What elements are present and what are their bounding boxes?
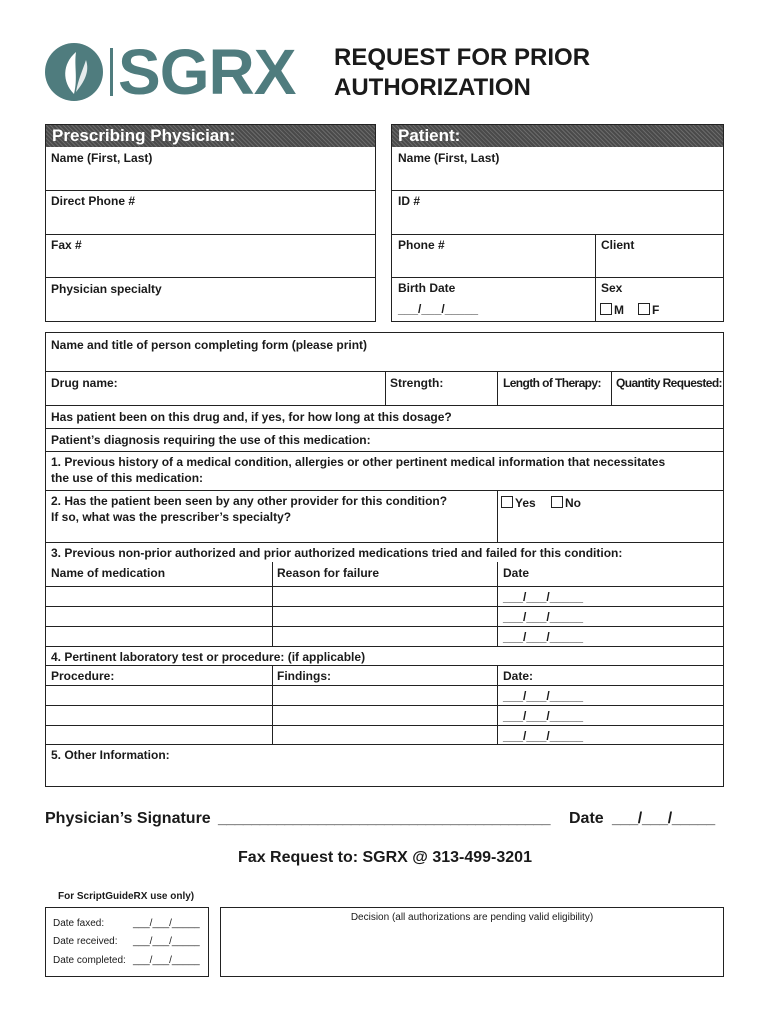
form-title-line2: AUTHORIZATION: [334, 74, 531, 101]
checkbox-icon: [551, 496, 563, 508]
prescriber-phone-field[interactable]: Direct Phone #: [51, 194, 136, 208]
lab-date-field[interactable]: ___/___/_____: [503, 689, 584, 703]
prescriber-specialty-field[interactable]: Physician specialty: [51, 282, 162, 296]
drug-duration-question[interactable]: Has patient been on this drug and, if yes, for how long at this dosage?: [51, 410, 452, 424]
diagnosis-question[interactable]: Patient’s diagnosis requiring the use of this medication:: [51, 433, 371, 447]
prescriber-name-field[interactable]: Name (First, Last): [51, 151, 153, 165]
medication-date-field[interactable]: ___/___/_____: [503, 590, 584, 604]
form-title-line1: REQUEST FOR PRIOR: [334, 44, 591, 71]
date-received-field[interactable]: ___/___/_____: [133, 936, 200, 947]
medications-tried-heading: 3. Previous non-prior authorized and prior authorized medications tried and failed for this condition:: [51, 546, 623, 560]
other-info-field[interactable]: 5. Other Information:: [51, 748, 170, 762]
sgrx-logo: [44, 36, 314, 108]
prescriber-fax-field[interactable]: Fax #: [51, 238, 82, 252]
medication-date-field[interactable]: ___/___/_____: [503, 630, 584, 644]
col-procedure: Procedure:: [51, 669, 115, 683]
history-question-line2: the use of this medication:: [51, 471, 204, 485]
patient-client-field[interactable]: Client: [601, 238, 635, 252]
signature-date-label: Date: [569, 810, 604, 827]
col-findings: Findings:: [277, 669, 331, 683]
lab-test-heading: 4. Pertinent laboratory test or procedure: (if applicable): [51, 650, 366, 664]
completer-field[interactable]: Name and title of person completing form (please print): [51, 338, 368, 352]
date-faxed-label: Date faxed:: [53, 918, 105, 929]
col-date: Date: [503, 566, 530, 580]
patient-birth-label: Birth Date: [398, 281, 456, 295]
signature-line[interactable]: ________________________________________: [218, 810, 550, 827]
drug-name-field[interactable]: Drug name:: [51, 376, 118, 390]
checkbox-icon: [600, 303, 612, 315]
patient-sex-label: Sex: [601, 281, 623, 295]
no-checkbox[interactable]: No: [551, 496, 581, 510]
medication-date-field[interactable]: ___/___/_____: [503, 610, 584, 624]
date-faxed-field[interactable]: ___/___/_____: [133, 918, 200, 929]
col-lab-date: Date:: [503, 669, 534, 683]
signature-label: Physician’s Signature: [45, 810, 211, 827]
yes-checkbox[interactable]: Yes: [501, 496, 536, 510]
leaf-logo-icon: [44, 42, 104, 102]
quantity-field[interactable]: Quantity Requested:: [616, 376, 722, 390]
date-completed-field[interactable]: ___/___/_____: [133, 955, 200, 966]
checkbox-icon: [501, 496, 513, 508]
date-completed-label: Date completed:: [53, 955, 126, 966]
checkbox-icon: [638, 303, 650, 315]
brand-name: SGRX: [118, 36, 296, 108]
office-use-title: For ScriptGuideRX use only): [58, 891, 195, 902]
other-provider-question: 2. Has the patient been seen by any other provider for this condition?: [51, 494, 448, 508]
col-medication-name: Name of medication: [51, 566, 166, 580]
signature-date-field[interactable]: ___/___/_____: [612, 810, 715, 827]
col-failure-reason: Reason for failure: [277, 566, 380, 580]
patient-id-field[interactable]: ID #: [398, 194, 421, 208]
patient-name-field[interactable]: Name (First, Last): [398, 151, 500, 165]
patient-birth-date-field[interactable]: ___/___/_____: [398, 302, 479, 316]
lab-date-field[interactable]: ___/___/_____: [503, 709, 584, 723]
history-question-line1[interactable]: 1. Previous history of a medical condition, allergies or other pertinent medical information that necessitates: [51, 455, 666, 469]
fax-instructions: Fax Request to: SGRX @ 313-499-3201: [238, 849, 532, 866]
sex-f-checkbox[interactable]: F: [638, 303, 659, 317]
prescriber-header: Prescribing Physician:: [46, 125, 375, 147]
strength-field[interactable]: Strength:: [390, 376, 444, 390]
patient-header: Patient:: [392, 125, 723, 147]
lab-date-field[interactable]: ___/___/_____: [503, 729, 584, 743]
decision-label: Decision (all authorizations are pending valid eligibility): [350, 912, 594, 923]
patient-phone-field[interactable]: Phone #: [398, 238, 445, 252]
therapy-length-field[interactable]: Length of Therapy:: [503, 376, 601, 390]
prescriber-specialty-question[interactable]: If so, what was the prescriber’s specialty?: [51, 510, 292, 524]
date-received-label: Date received:: [53, 936, 118, 947]
sex-m-checkbox[interactable]: M: [600, 303, 624, 317]
